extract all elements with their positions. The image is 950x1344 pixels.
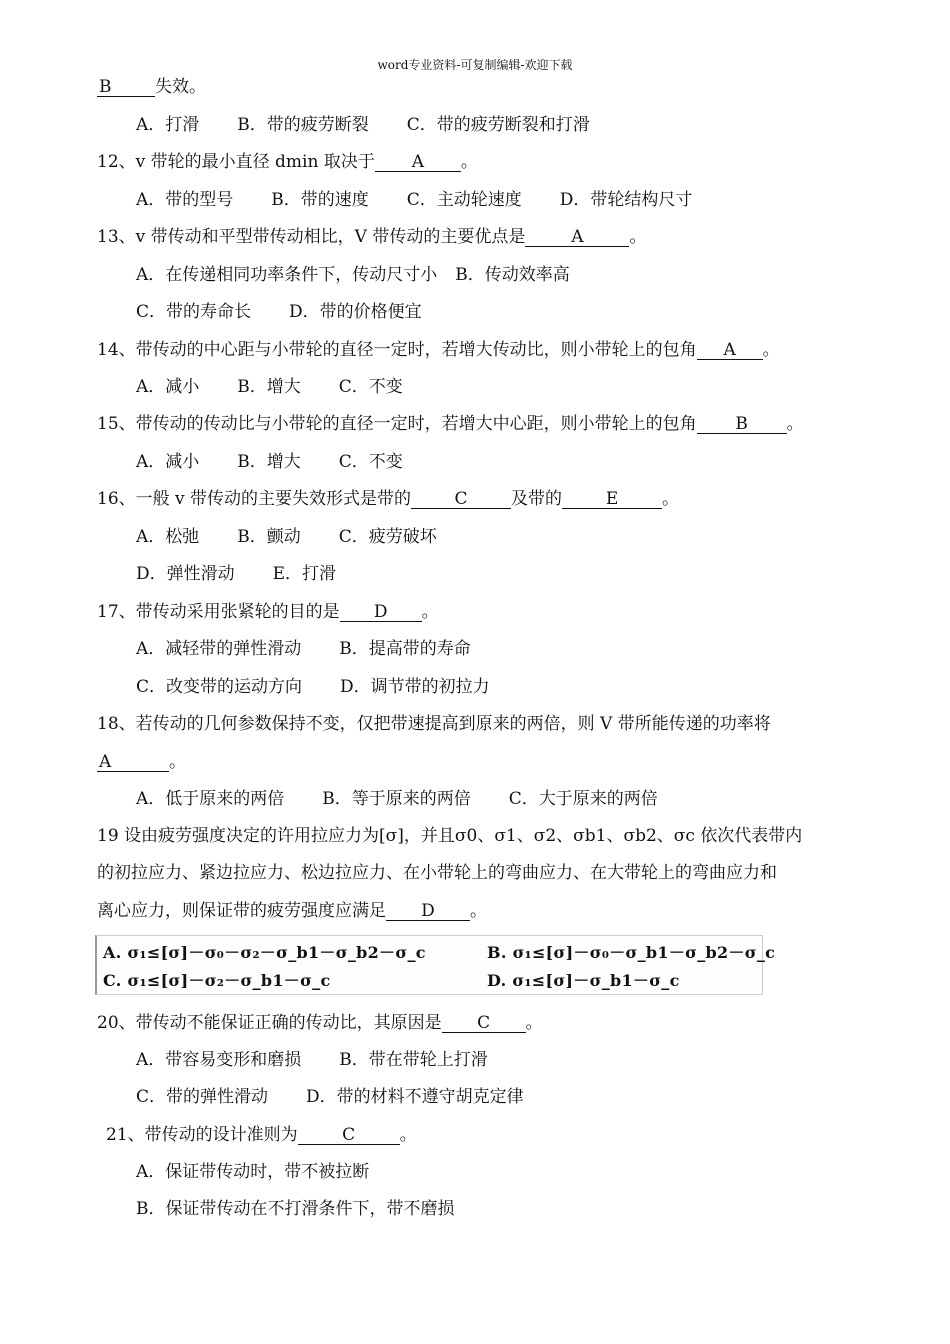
options-row — [136, 1049, 870, 1071]
option-b: B．带的疲劳断裂 — [237, 115, 369, 135]
option-c: C．带的弹性滑动 — [136, 1087, 269, 1107]
question-text: 16、一般 v 带传动的主要失效形式是带的 — [97, 489, 412, 509]
question-text: 18、若传动的几何参数保持不变，仅把带速提高到原来的两倍，则 V 带所能传递的功率将 — [97, 714, 771, 734]
question-20 — [97, 1012, 870, 1034]
page-header: word专业资料-可复制编辑-欢迎下载 — [377, 58, 573, 72]
option-c: C．主动轮速度 — [406, 190, 522, 210]
option-a: A．减小 — [136, 452, 200, 472]
option-d: D．弹性滑动 — [136, 564, 235, 584]
option-e: E．打滑 — [272, 564, 337, 584]
answer-blank-2: E — [562, 490, 662, 509]
option-b: B．带在带轮上打滑 — [339, 1050, 488, 1070]
option-d: D．带的价格便宜 — [289, 302, 422, 322]
options-row — [136, 676, 870, 698]
question-text: 失效。 — [155, 77, 206, 97]
formula-options-image — [95, 935, 776, 995]
answer-blank: D — [340, 603, 422, 622]
option-b: B．保证带传动在不打滑条件下，带不磨损 — [136, 1199, 455, 1219]
q11-tail-line — [97, 76, 870, 98]
question-19-line2 — [97, 862, 870, 884]
punctuation: 。 — [169, 752, 186, 772]
question-21 — [106, 1124, 870, 1146]
question-text: 14、带传动的中心距与小带轮的直径一定时，若增大传动比，则小带轮上的包角 — [97, 340, 697, 360]
options-row — [136, 526, 870, 548]
punctuation: 。 — [399, 1125, 417, 1145]
punctuation: 。 — [421, 602, 439, 622]
question-text: 离心应力，则保证带的疲劳强度应满足 — [97, 901, 386, 921]
question-text: 及带的 — [511, 489, 563, 509]
answer-blank: A — [97, 753, 169, 772]
option-a: A．松弛 — [136, 527, 200, 547]
answer-blank: A — [375, 153, 461, 172]
question-text: 21、带传动的设计准则为 — [106, 1125, 298, 1145]
formula-option-d: D. σ₁≤[σ]－σ_b1－σ_c — [487, 971, 680, 990]
options-row — [136, 563, 870, 585]
answer-blank: C — [442, 1014, 526, 1033]
question-16 — [97, 488, 870, 510]
answer-blank: B — [97, 78, 155, 97]
option-a: A．带容易变形和磨损 — [136, 1050, 302, 1070]
option-b: B．提高带的寿命 — [339, 639, 471, 659]
question-text: 13、v 带传动和平型带传动相比，V 带传动的主要优点是 — [97, 227, 526, 247]
option-c: C．大于原来的两倍 — [508, 789, 658, 809]
punctuation: 。 — [470, 901, 487, 921]
question-18-cont — [97, 751, 870, 773]
formula-option-b: B. σ₁≤[σ]－σ₀－σ_b1－σ_b2－σ_c — [487, 943, 776, 962]
question-text: 17、带传动采用张紧轮的目的是 — [97, 602, 340, 622]
question-text: 12、v 带轮的最小直径 dmin 取决于 — [97, 152, 375, 172]
punctuation: 。 — [662, 489, 680, 509]
answer-blank: A — [525, 228, 629, 247]
options-row — [136, 788, 870, 810]
answer-blank: B — [697, 415, 787, 434]
formula-option-c: C. σ₁≤[σ]－σ₂－σ_b1－σ_c — [103, 971, 331, 990]
options-row — [136, 301, 870, 323]
options-row — [136, 114, 870, 136]
option-b: B．颤动 — [237, 527, 301, 547]
option-c: C．改变带的运动方向 — [136, 677, 303, 697]
options-row — [136, 451, 870, 473]
option-c: C．疲劳破坏 — [338, 527, 437, 547]
formula-option-a: A. σ₁≤[σ]－σ₀－σ₂－σ_b1－σ_b2－σ_c — [103, 943, 426, 962]
option-b: B．增大 — [237, 377, 301, 397]
question-18 — [97, 713, 870, 735]
options-row — [136, 1086, 870, 1108]
option-b: B．传动效率高 — [455, 265, 570, 285]
question-17 — [97, 601, 870, 623]
option-a: A．减小 — [136, 377, 200, 397]
option-d: D．带的材料不遵守胡克定律 — [306, 1087, 524, 1107]
question-14 — [97, 339, 870, 361]
option-c: C．不变 — [338, 452, 403, 472]
option-a: A．保证带传动时，带不被拉断 — [136, 1162, 370, 1182]
options-row — [136, 264, 870, 286]
option-a: A．减轻带的弹性滑动 — [136, 639, 302, 659]
question-12 — [97, 151, 870, 173]
option-b: B．带的速度 — [271, 190, 369, 210]
answer-blank: A — [697, 341, 763, 360]
answer-blank: C — [298, 1126, 400, 1145]
answer-blank: D — [386, 902, 470, 921]
option-d: D．调节带的初拉力 — [340, 677, 490, 697]
question-19-line1 — [97, 825, 870, 847]
option-b: B．增大 — [237, 452, 301, 472]
option-a: A．低于原来的两倍 — [136, 789, 285, 809]
question-text: 15、带传动的传动比与小带轮的直径一定时，若增大中心距，则小带轮上的包角 — [97, 414, 697, 434]
question-13 — [97, 226, 870, 248]
options-row — [136, 189, 870, 211]
option-d: D．带轮结构尺寸 — [559, 190, 693, 210]
options-row — [136, 376, 870, 398]
options-row — [136, 638, 870, 660]
punctuation: 。 — [786, 414, 804, 434]
option-c: C．带的疲劳断裂和打滑 — [406, 115, 590, 135]
question-19-line3 — [97, 900, 870, 922]
punctuation: 。 — [762, 340, 780, 360]
punctuation: 。 — [460, 152, 478, 172]
punctuation: 。 — [629, 227, 647, 247]
option-a: A．在传递相同功率条件下，传动尺寸小 — [136, 265, 438, 285]
option-a: A．打滑 — [136, 115, 200, 135]
question-text: 19 设由疲劳强度决定的许用拉应力为[σ]，并且σ0、σ1、σ2、σb1、σb2、σc 依次代表带内 — [97, 826, 803, 846]
punctuation: 。 — [525, 1013, 543, 1033]
question-15 — [97, 413, 870, 435]
option-c: C．不变 — [338, 377, 403, 397]
answer-blank-1: C — [411, 490, 511, 509]
question-text: 的初拉应力、紧边拉应力、松边拉应力、在小带轮上的弯曲应力、在大带轮上的弯曲应力和 — [97, 863, 777, 883]
option-a: A．带的型号 — [136, 190, 234, 210]
option-b: B．等于原来的两倍 — [322, 789, 471, 809]
question-text: 20、带传动不能保证正确的传动比，其原因是 — [97, 1013, 442, 1033]
option-c: C．带的寿命长 — [136, 302, 252, 322]
